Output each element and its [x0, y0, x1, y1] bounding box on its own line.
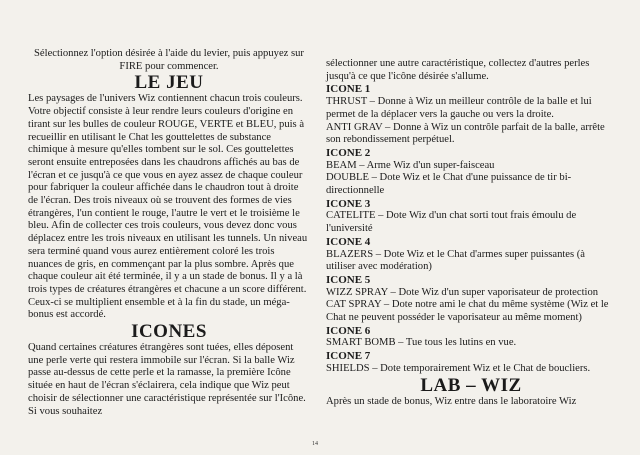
icone-1-title: ICONE 1 — [326, 83, 371, 96]
paragraph-le-jeu: Les paysages de l'univers Wiz contiennent chacun trois couleurs. Votre objectif consiste à leur rendre leurs couleurs d'origine en tirant sur les bulles de couleur ROUGE, VERTE et BLEU, puis à recueillir en utilisant le Chat les gouttelettes de substance chimique à mesure qu'elles tombent sur le sol. Ces gouttelettes seront ensuite entreposées dans les chaudrons affichés au bas de l'écran et ce jusqu'à ce que vous en ayez assez de chaque couleur pour fabriquer la couleur affichée dans le chaudron tout à droite de l'écran. Des trois niveaux où se trouvent des formes de vies étrangères, l'un contient le rouge, l'autre le vert et le troisième le bleu. Afin de collecter ces trois couleurs, vous devez donc vous déplacez entre les trois niveaux en utilisant les tunnels. Un niveau sera terminé quand vous aurez entièrement coloré les trois nuances de gris, en commençant par la plus sombre. Après que chaque couleur ait été terminée, il y a un stade de bonus. Il y a là trois types de créatures étrangères et chacune a un score différent. Ceux-ci se multiplient ensemble et à la fin du stade, un méga-bonus est accordé. — [28, 93, 308, 321]
icone-2-title: ICONE 2 — [326, 146, 371, 159]
icone-6-title: ICONE 6 — [326, 324, 371, 337]
icone-5-title: ICONE 5 — [326, 273, 371, 286]
icone-2-item-beam: BEAM – Arme Wiz d'un super-faisceau — [326, 159, 495, 171]
heading-lab-wiz: LAB – WIZ — [420, 374, 522, 396]
left-column — [28, 48, 310, 418]
icone-3-item-catelite: CATELITE – Dote Wiz d'un chat sorti tout frais émoulu de l'université — [326, 210, 577, 235]
right-column — [326, 58, 616, 408]
heading-le-jeu: LE JEU — [134, 72, 204, 94]
icone-4-title: ICONE 4 — [326, 235, 371, 248]
icone-7-item-shields: SHIELDS – Dote temporairement Wiz et le Chat de boucliers. — [326, 362, 591, 374]
icone-7-title: ICONE 7 — [326, 350, 371, 363]
icone-2-item-double: DOUBLE – Dote Wiz et le Chat d'une puissance de tir bi-directionnelle — [326, 172, 572, 197]
icone-3-title: ICONE 3 — [326, 197, 371, 210]
icone-5-item-wizz-spray: WIZZ SPRAY – Dote Wiz d'un super vaporisateur de protection — [326, 286, 599, 298]
intro-text: Sélectionnez l'option désirée à l'aide du levier, puis appuyez sur FIRE pour commencer. — [34, 48, 304, 72]
icone-5-item-cat-spray: CAT SPRAY – Dote notre ami le chat du même système (Wiz et le Chat ne peuvent posséder le vaporisateur au même moment) — [326, 299, 609, 324]
paragraph-icones: Quand certaines créatures étrangères sont tuées, elles déposent une perle verte qui restera immobile sur l'écran. Si la balle Wiz passe au-dessus de cette perle et la ramasse, la première Icône située en haut de l'écran s'éclairera, cela indique que Wiz peut choisir de sélectionner une caractéristique représentée sur l'Icône. Si vous souhaitez — [28, 342, 306, 417]
icone-4-item-blazers: BLAZERS – Dote Wiz et le Chat d'armes super puissantes (à utiliser avec modération) — [326, 248, 586, 273]
continuation-text: sélectionner une autre caractéristique, collectez d'autres perles jusqu'à ce que l'icône désirée s'allume. — [326, 58, 590, 82]
icone-6-item-smart-bomb: SMART BOMB – Tue tous les lutins en vue. — [326, 337, 517, 349]
lab-text: Après un stade de bonus, Wiz entre dans le laboratoire Wiz — [326, 395, 577, 407]
icone-1-item-anti-grav: ANTI GRAV – Donne à Wiz un contrôle parfait de la balle, arrête son rebondissement perpétuel. — [326, 121, 605, 146]
icone-1-item-thrust: THRUST – Donne à Wiz un meilleur contrôle de la balle et lui permet de la déplacer vers la gauche ou vers la droite. — [326, 96, 592, 120]
page-number: 14 — [312, 441, 318, 447]
heading-icones: ICONES — [131, 321, 207, 343]
